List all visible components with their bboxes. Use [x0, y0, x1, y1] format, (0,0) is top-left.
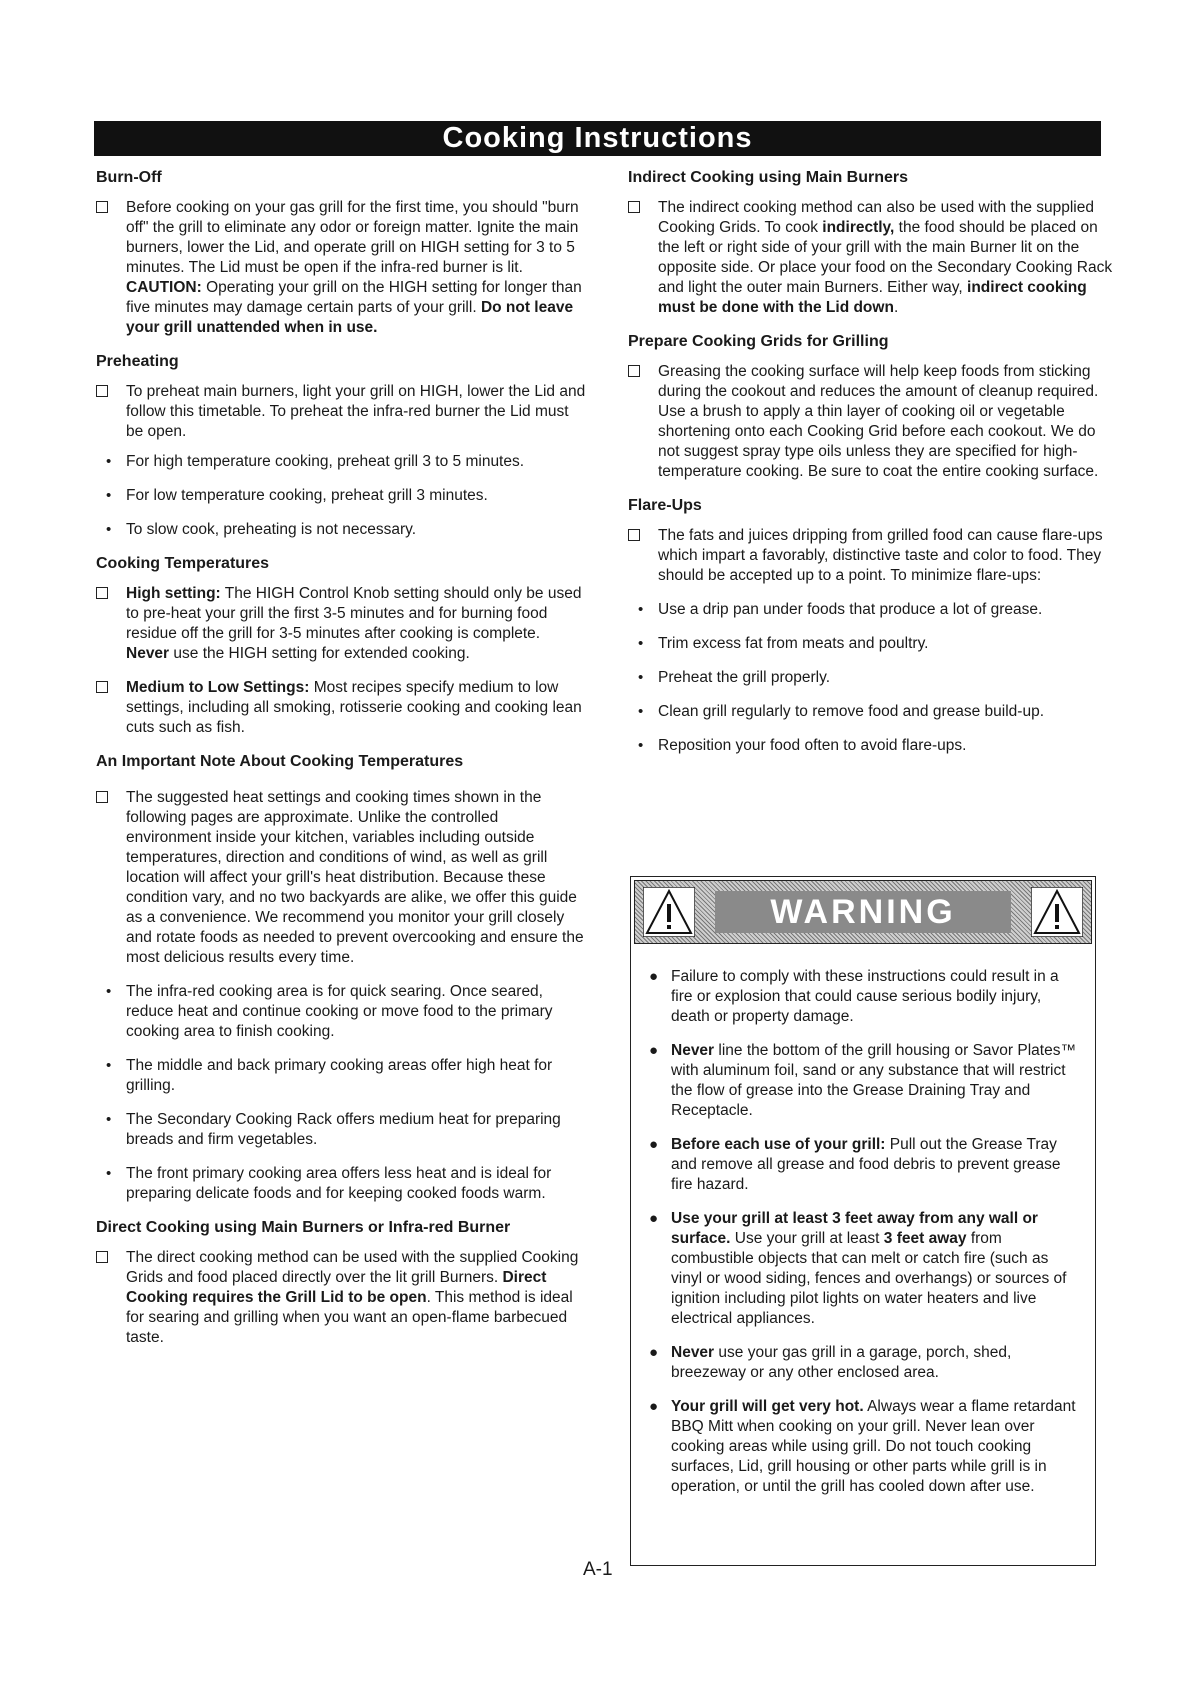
list-item-text: For high temperature cooking, preheat grill 3 to 5 minutes.	[126, 453, 525, 470]
warning-title: WARNING	[715, 891, 1011, 933]
list-item-text: Clean grill regularly to remove food and grease build-up.	[658, 703, 1044, 720]
bullet-icon: ●	[649, 968, 659, 985]
indirect-text-2: the food should be placed on the left or right side of your grill with the main Burner lit on the opposite side. Or place your food on the Secondary Cooking Rack and light the outer main Burners. Either way,	[658, 219, 1113, 296]
list-item	[628, 736, 1118, 756]
grids-section	[628, 332, 1118, 482]
page-banner: Cooking Instructions	[94, 121, 1101, 156]
flare-paragraph	[628, 526, 1118, 586]
indirect-text-3: .	[893, 299, 899, 316]
warning-text: Pull out the Grease Tray and remove all grease and food debris to prevent grease fire hazard.	[671, 1136, 1061, 1193]
warning-text: use your gas grill in a garage, porch, shed, breezeway or any other enclosed area.	[671, 1344, 1012, 1381]
list-item-text: To slow cook, preheating is not necessary.	[126, 521, 417, 538]
burnoff-caution-bold: Do not leave your grill unattended when in use.	[126, 299, 574, 336]
grids-text: Greasing the cooking surface will help keep foods from sticking during the cookout and reduces the amount of cleanup required. Use a brush to apply a thin layer of cooking oil or vegetable shortening onto each Cooking Grid before each cookout. We do not suggest spray type oils unless they are specified for high-temperature cooking. Be sure to coat the entire cooking surface.	[658, 363, 1099, 480]
warning-bold: Your grill will get very hot.	[671, 1398, 864, 1415]
page-number: A-1	[583, 1559, 613, 1580]
list-item-text: For low temperature cooking, preheat grill 3 minutes.	[126, 487, 488, 504]
list-item	[628, 668, 1118, 688]
checkbox-icon	[628, 365, 640, 377]
temps-high-text: The HIGH Control Knob setting should only be used to pre-heat your grill the first 3-5 minutes and for burning food residue off the grill for 3-5 minutes after cooking is complete.	[126, 585, 582, 642]
burnoff-paragraph	[96, 198, 586, 338]
list-item	[96, 452, 586, 472]
list-item	[96, 1164, 586, 1204]
direct-paragraph	[96, 1248, 586, 1348]
bullet-icon: ●	[649, 1042, 659, 1059]
grids-title: Prepare Cooking Grids for Grilling	[628, 333, 889, 350]
warning-triangle-icon	[643, 887, 695, 937]
bullet-icon: •	[106, 487, 112, 504]
burnoff-section	[96, 168, 586, 338]
direct-title: Direct Cooking using Main Burners or Infra-red Burner	[96, 1219, 511, 1236]
list-item-text: The infra-red cooking area is for quick searing. Once seared, reduce heat and continue cooking or move food to the primary cooking area to finish cooking.	[126, 983, 553, 1040]
warning-item	[643, 1343, 1081, 1383]
list-item-text: Preheat the grill properly.	[658, 669, 831, 686]
checkbox-icon	[96, 385, 108, 397]
direct-bold: Direct Cooking requires the Grill Lid to be open	[126, 1269, 547, 1306]
preheat-title: Preheating	[96, 353, 179, 370]
temps-section	[96, 554, 586, 738]
warning-bold: 3 feet away	[883, 1230, 967, 1247]
direct-text: The direct cooking method can be used with the supplied Cooking Grids and food placed directly over the lit grill Burners.	[126, 1249, 579, 1286]
checkbox-icon	[628, 201, 640, 213]
list-item-text: The front primary cooking area offers less heat and is ideal for preparing delicate foods and for keeping cooked foods warm.	[126, 1165, 552, 1202]
list-item	[628, 702, 1118, 722]
warning-item	[643, 1397, 1081, 1497]
bullet-icon: ●	[649, 1398, 659, 1415]
note-title: An Important Note About Cooking Temperatures	[96, 753, 464, 770]
bullet-icon: •	[106, 1165, 112, 1182]
bullet-icon: •	[106, 1057, 112, 1074]
warning-header	[634, 880, 1092, 944]
list-item	[628, 600, 1118, 620]
warning-text: Failure to comply with these instructions could result in a fire or explosion that could cause serious bodily injury, death or property damage.	[671, 968, 1059, 1025]
list-item-text: The middle and back primary cooking areas offer high heat for grilling.	[126, 1057, 553, 1094]
right-column	[628, 168, 1118, 770]
direct-section	[96, 1218, 586, 1348]
note-section	[96, 752, 586, 1204]
grids-paragraph	[628, 362, 1118, 482]
indirect-paragraph	[628, 198, 1118, 318]
checkbox-icon	[628, 529, 640, 541]
list-item-text: Reposition your food often to avoid flare-ups.	[658, 737, 967, 754]
burnoff-title: Burn-Off	[96, 169, 162, 186]
burnoff-text: Before cooking on your gas grill for the first time, you should "burn off" the grill to eliminate any odor or foreign matter. Ignite the main burners, lower the Lid, and operate grill on HIGH setting for 3 to 5 minutes. The Lid must be open if the infra-red burner is lit.	[126, 199, 579, 276]
temps-high-text-2: use the HIGH setting for extended cooking.	[169, 645, 470, 662]
bullet-icon: •	[106, 983, 112, 1000]
checkbox-icon	[96, 791, 108, 803]
warning-bold: Use your grill at least 3 feet away from any wall or surface.	[671, 1210, 1038, 1247]
bullet-icon: •	[638, 737, 644, 754]
temps-high-paragraph	[96, 584, 586, 664]
temps-med-paragraph	[96, 678, 586, 738]
list-item-text: The Secondary Cooking Rack offers medium heat for preparing breads and firm vegetables.	[126, 1111, 561, 1148]
temps-med-text: Most recipes specify medium to low settings, including all smoking, rotisserie cooking and cooking lean cuts such as fish.	[126, 679, 582, 736]
bullet-icon: •	[638, 635, 644, 652]
warning-text: from combustible objects that can melt or catch fire (such as vinyl or wood siding, fences and overhangs) or sources of ignition including pilot lights on water heaters and live electrical appliances.	[671, 1230, 1067, 1327]
indirect-bold: indirectly,	[822, 219, 895, 236]
temps-title: Cooking Temperatures	[96, 555, 270, 572]
preheat-paragraph	[96, 382, 586, 442]
warning-triangle-icon	[1031, 887, 1083, 937]
warning-item	[643, 1209, 1081, 1329]
warning-bold: Never	[671, 1344, 715, 1361]
checkbox-icon	[96, 201, 108, 213]
temps-high-never: Never	[126, 645, 170, 662]
bullet-icon: •	[638, 601, 644, 618]
indirect-section	[628, 168, 1118, 318]
checkbox-icon	[96, 681, 108, 693]
list-item	[96, 1110, 586, 1150]
checkbox-icon	[96, 1251, 108, 1263]
note-paragraph	[96, 788, 586, 968]
bullet-icon: •	[106, 1111, 112, 1128]
temps-high-label: High setting:	[126, 585, 221, 602]
list-item	[628, 634, 1118, 654]
indirect-bold-2: indirect cooking must be done with the Lid down	[658, 279, 1087, 316]
warning-text: Always wear a flame retardant BBQ Mitt when cooking on your grill. Never lean over cooking areas while using grill. Do not touch cooking surfaces, Lid, grill housing or other parts while grill is in operation, or until the grill has cooled down after use.	[671, 1398, 1076, 1495]
left-column	[96, 168, 586, 1362]
indirect-title: Indirect Cooking using Main Burners	[628, 169, 909, 186]
flare-text: The fats and juices dripping from grilled food can cause flare-ups which impart a favorably, distinctive taste and color to food. They should be accepted up to a point. To minimize flare-ups:	[658, 527, 1103, 584]
burnoff-caution-label: CAUTION:	[126, 279, 202, 296]
burnoff-caution-text: Operating your grill on the HIGH setting for longer than five minutes may damage certain parts of your grill.	[126, 279, 582, 316]
bullet-icon: ●	[649, 1344, 659, 1361]
warning-bold: Never	[671, 1042, 715, 1059]
bullet-icon: •	[638, 669, 644, 686]
direct-text-2: . This method is ideal for searing and grilling when you want an open-flame barbecued taste.	[126, 1289, 573, 1346]
list-item	[96, 1056, 586, 1096]
list-item-text: Trim excess fat from meats and poultry.	[658, 635, 929, 652]
temps-med-label: Medium to Low Settings:	[126, 679, 310, 696]
warning-box	[630, 876, 1096, 1566]
bullet-icon: ●	[649, 1210, 659, 1227]
note-text: The suggested heat settings and cooking times shown in the following pages are approximate. Unlike the controlled environment inside your kitchen, variables including outside temperatures, direction and conditions of wind, as well as grill location will affect your grill's heat distribution. Because these condition vary, and no two backyards are alike, we offer this guide as a convenience. We recommend you monitor your grill closely and rotate foods as needed to prevent overcooking and ensure the most delicious results every time.	[126, 789, 584, 966]
list-item	[96, 520, 586, 540]
bullet-icon: ●	[649, 1136, 659, 1153]
warning-text: line the bottom of the grill housing or Savor Plates™ with aluminum foil, sand or any substance that will restrict the flow of grease into the Grease Draining Tray and Receptacle.	[671, 1042, 1076, 1119]
list-item	[96, 486, 586, 506]
list-item-text: Use a drip pan under foods that produce a lot of grease.	[658, 601, 1043, 618]
warning-body	[643, 967, 1081, 1511]
bullet-icon: •	[106, 521, 112, 538]
warning-bold: Before each use of your grill:	[671, 1136, 886, 1153]
bullet-icon: •	[106, 453, 112, 470]
warning-text: Use your grill at least	[730, 1230, 884, 1247]
preheat-text: To preheat main burners, light your grill on HIGH, lower the Lid and follow this timetable. To preheat the infra-red burner the Lid must be open.	[126, 383, 586, 440]
checkbox-icon	[96, 587, 108, 599]
bullet-icon: •	[638, 703, 644, 720]
warning-item	[643, 1135, 1081, 1195]
indirect-text: The indirect cooking method can also be used with the supplied Cooking Grids. To cook	[658, 199, 1094, 236]
warning-item	[643, 1041, 1081, 1121]
flare-section	[628, 496, 1118, 756]
list-item	[96, 982, 586, 1042]
warning-item	[643, 967, 1081, 1027]
flare-title: Flare-Ups	[628, 497, 702, 514]
preheat-section	[96, 352, 586, 540]
